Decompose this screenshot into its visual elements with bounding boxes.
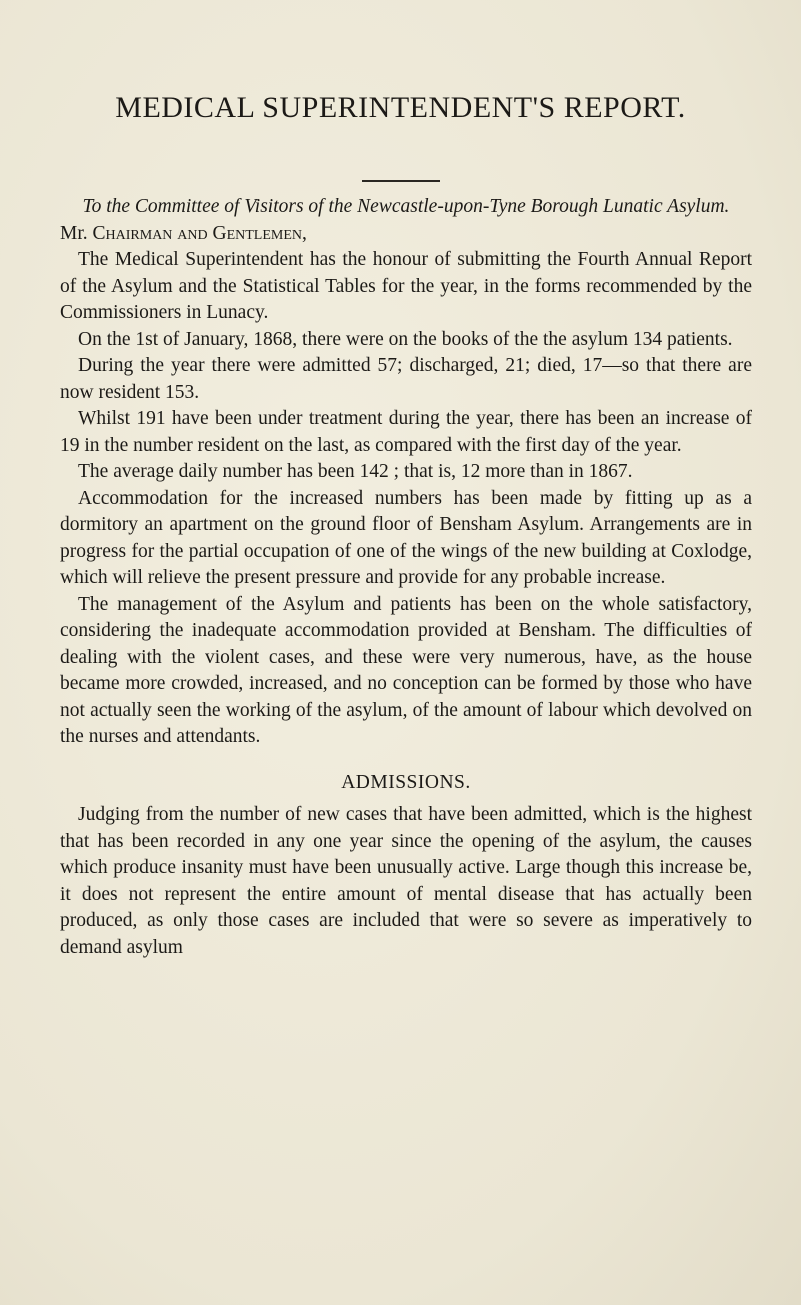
admissions-heading: ADMISSIONS. (341, 771, 471, 793)
salutation-rest: Chairman and Gentlemen, (92, 222, 307, 244)
paragraph: Whilst 191 have been under treatment during the year, there has been an increase of 19 in the number resident on the last, as compared with the first day of the year. (60, 408, 752, 456)
paragraph: On the 1st of January, 1868, there were on the books of the the asylum 134 patients. (78, 328, 733, 350)
admissions-paragraph: Judging from the number of new cases that have been admitted, which is the highest that has been recorded in any one year since the opening of the asylum, the causes which produce insanity must have been unusually active. Large though this increase be, it does not represent the entire amount of mental disease that has actually been produced, as only those cases are included that were so severe as imperatively to demand asylum (60, 804, 752, 958)
paragraph: The Medical Superintendent has the honour of submitting the Fourth Annual Report of the Asylum and the Statistical Tables for the year, in the forms recommended by the Commissioners in Lunacy. (60, 249, 752, 323)
report-body (60, 194, 752, 961)
address-line: To the Committee of Visitors of the Newcastle-upon-Tyne Borough Lunatic Asylum. (82, 196, 730, 217)
salutation (60, 221, 752, 248)
salutation-mr: Mr. (60, 222, 88, 244)
paragraph: Accommodation for the increased numbers has been made by fitting up as a dormitory an apartment on the ground floor of Bensham Asylum. Arrangements are in progress for the partial occupation of one of the wings of the new building at Coxlodge, which will relieve the present pressure and provide for any probable increase. (60, 487, 752, 588)
page-title: MEDICAL SUPERINTENDENT'S REPORT. (115, 91, 686, 124)
paragraph: During the year there were admitted 57; discharged, 21; died, 17—so that there are now resident 153. (60, 355, 752, 403)
paragraph: The average daily number has been 142 ; that is, 12 more than in 1867. (78, 461, 633, 482)
paragraph: The management of the Asylum and patients has been on the whole satisfactory, considering the inadequate accommodation provided at Bensham. The difficulties of dealing with the violent cases, and these were very numerous, have, as the house became more crowded, increased, and no conception can be formed by those who have not actually seen the working of the asylum, of the amount of labour which devolved on the nurses and attendants. (60, 593, 752, 747)
title-rule-divider (362, 180, 440, 182)
